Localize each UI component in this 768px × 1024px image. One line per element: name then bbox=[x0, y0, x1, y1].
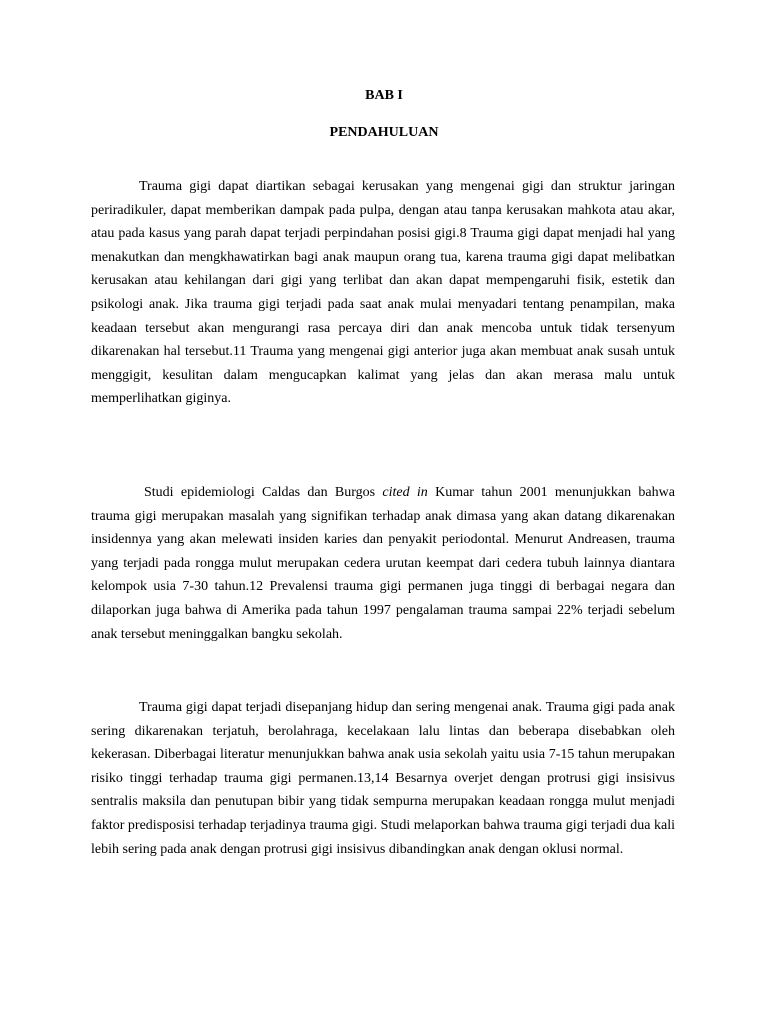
chapter-title: PENDAHULUAN bbox=[329, 125, 439, 140]
paragraph-3: Trauma gigi dapat terjadi disepanjang hidup dan sering mengenai anak. Trauma gigi pada anak sering dikarenakan terjatuh, berolahraga, kecelakaan lalu lintas dan beberapa disebabkan oleh kekerasan. Diberbagai literatur menunjukkan bahwa anak usia sekolah yaitu usia 7-15 tahun merupakan risiko tinggi terhadap trauma gigi permanen.13,14 Besarnya overjet dengan protrusi gigi insisivus sentralis maksila dan penutupan bibir yang tidak sempurna merupakan keadaan rongga mulut menjadi faktor predisposisi terhadap terjadinya trauma gigi. Studi melaporkan bahwa trauma gigi terjadi dua kali lebih sering pada anak dengan protrusi gigi insisivus dibandingkan anak dengan oklusi normal. bbox=[91, 700, 675, 857]
paragraph-2-text-end: Kumar tahun 2001 menunjukkan bahwa trauma gigi merupakan masalah yang signifikan terhadap anak dimasa yang akan datang dikarenakan insidennya yang akan melewati insiden karies dan penyakit periodontal. Menurut Andreasen, trauma yang terjadi pada rongga mulut merupakan cedera urutan keempat dari cedera tubuh lainnya diantara kelompok usia 7-30 tahun.12 Prevalensi trauma gigi permanen juga tinggi di berbagai negara dan dilaporkan juga bahwa di Amerika pada tahun 1997 pengalaman trauma sampai 22% terjadi sebelum anak tersebut meninggalkan bangku sekolah. bbox=[91, 485, 675, 642]
paragraph-2-text-start: Studi epidemiologi Caldas dan Burgos bbox=[144, 485, 383, 500]
paragraph-2 bbox=[91, 481, 675, 646]
paragraph-1: Trauma gigi dapat diartikan sebagai kerusakan yang mengenai gigi dan struktur jaringan periradikuler, dapat memberikan dampak pada pulpa, dengan atau tanpa kerusakan mahkota atau akar, atau pada kasus yang parah dapat terjadi perpindahan posisi gigi.8 Trauma gigi dapat menjadi hal yang menakutkan dan mengkhawatirkan bagi anak maupun orang tua, karena trauma gigi dapat melibatkan kerusakan atau kehilangan dari gigi yang terlibat dan akan dapat mempengaruhi fisik, estetik dan psikologi anak. Jika trauma gigi terjadi pada saat anak mulai menyadari tentang penampilan, maka keadaan tersebut akan mengurangi rasa percaya diri dan anak mencoba untuk tidak tersenyum dikarenakan hal tersebut.11 Trauma yang mengenai gigi anterior juga akan membuat anak susah untuk menggigit, kesulitan dalam mengucapkan kalimat yang jelas dan akan merasa malu untuk memperlihatkan giginya. bbox=[91, 179, 675, 407]
paragraph-2-citation-italic: cited in bbox=[382, 485, 428, 500]
chapter-heading: BAB I bbox=[365, 88, 403, 103]
